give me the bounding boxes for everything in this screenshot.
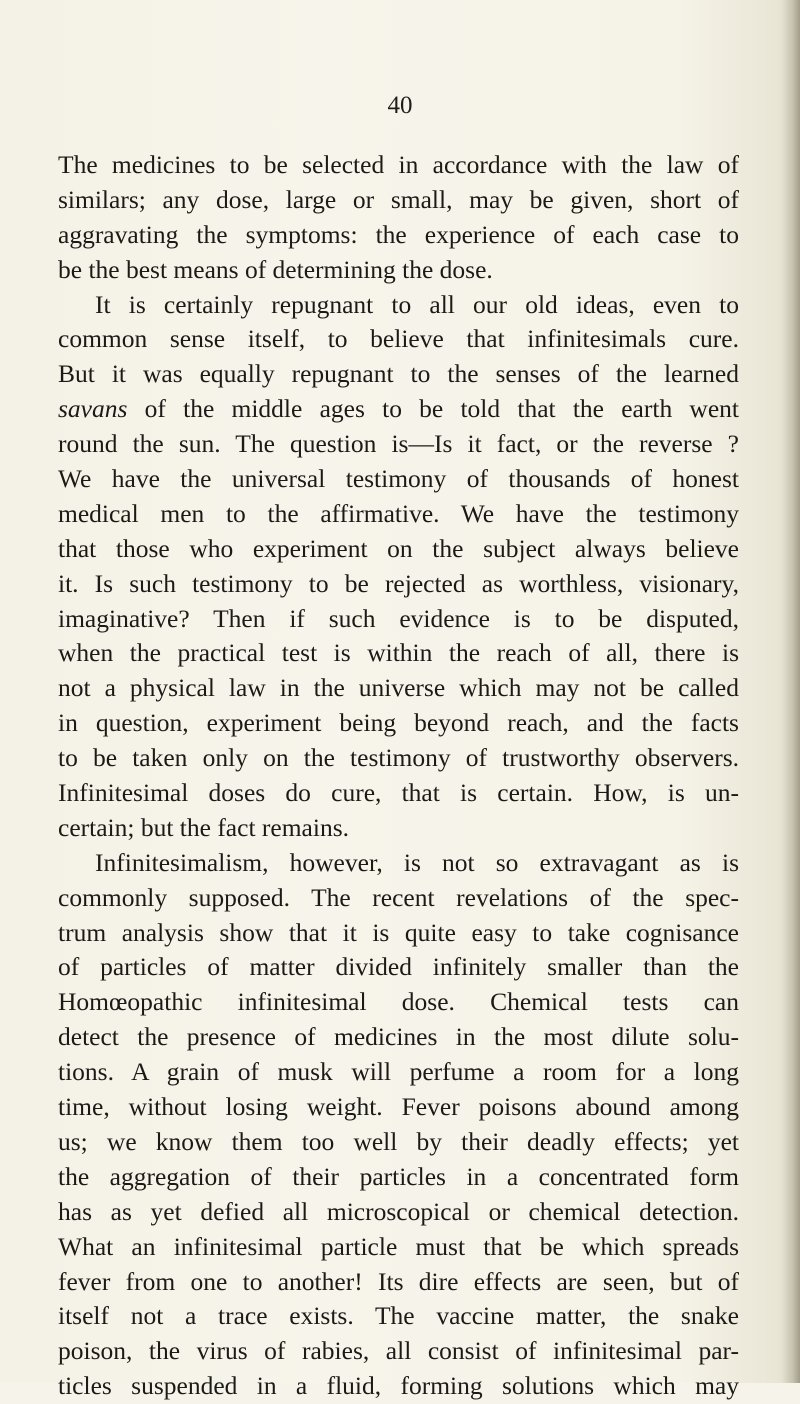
text-line: be the best means of determining the dose. (58, 254, 493, 284)
text-line: What an infinitesimal particle must that be which spreads (58, 1231, 739, 1261)
text-line: has as yet defied all microscopical or chemical detection. (58, 1196, 739, 1226)
text-line: aggravating the symptoms: the experience of each case to (58, 219, 739, 249)
text-line: But it was equally repugnant to the senses of the learned (58, 359, 739, 389)
text-line: the aggregation of their particles in a concentrated form (58, 1161, 739, 1191)
text-line: when the practical test is within the reach of all, there is (58, 638, 739, 668)
text-line: ticles suspended in a fluid, forming solutions which may (58, 1371, 739, 1401)
text-line: trum analysis show that it is quite easy to take cognisance (58, 917, 739, 947)
text-line: We have the universal testimony of thousands of honest (58, 464, 739, 494)
text-line: us; we know them too well by their deadly effects; yet (58, 1126, 739, 1156)
text-line: it. Is such testimony to be rejected as worthless, visionary, (58, 568, 739, 598)
text-line: in question, experiment being beyond reach, and the facts (58, 708, 739, 738)
text-line (58, 392, 739, 427)
italic-word: savans (58, 394, 128, 424)
text-line: of particles of matter divided infinitely smaller than the (58, 952, 739, 982)
text-line: certain; but the fact remains. (58, 812, 349, 842)
text-line: similars; any dose, large or small, may be given, short of (58, 184, 739, 214)
text-line: poison, the virus of rabies, all consist of infinitesimal par- (58, 1336, 739, 1366)
page-number: 40 (387, 92, 413, 119)
body-text (58, 148, 739, 1404)
page-edge-shadow (782, 0, 800, 1383)
text-line: commonly supposed. The recent revelations of the spec- (58, 882, 739, 912)
text-line: that those who experiment on the subject always believe (58, 533, 739, 563)
text-line: to be taken only on the testimony of trustworthy observers. (58, 743, 739, 773)
text-line: Infinitesimalism, however, is not so extravagant as is (95, 847, 739, 877)
text-line: tions. A grain of musk will perfume a room for a long (58, 1057, 739, 1087)
text-line: detect the presence of medicines in the most dilute solu- (58, 1022, 739, 1052)
text-line: round the sun. The question is—Is it fact, or the reverse ? (58, 429, 739, 459)
text-line: imaginative? Then if such evidence is to be disputed, (58, 603, 739, 633)
text-line: medical men to the affirmative. We have the testimony (58, 498, 739, 528)
text-line: common sense itself, to believe that infinitesimals cure. (58, 324, 739, 354)
text-line: Homœopathic infinitesimal dose. Chemical tests can (58, 987, 739, 1017)
text-line: not a physical law in the universe which may not be called (58, 673, 739, 703)
text-line: time, without losing weight. Fever poisons abound among (58, 1092, 739, 1122)
text-line: Infinitesimal doses do cure, that is certain. How, is un- (58, 778, 739, 808)
text-line: It is certainly repugnant to all our old ideas, even to (95, 289, 739, 319)
text-line: fever from one to another! Its dire effects are seen, but of (58, 1266, 739, 1296)
text-line: The medicines to be selected in accordance with the law of (58, 150, 739, 179)
text-line-segment: of the middle ages to be told that the earth went (127, 394, 739, 424)
text-line: itself not a trace exists. The vaccine matter, the snake (58, 1301, 739, 1331)
